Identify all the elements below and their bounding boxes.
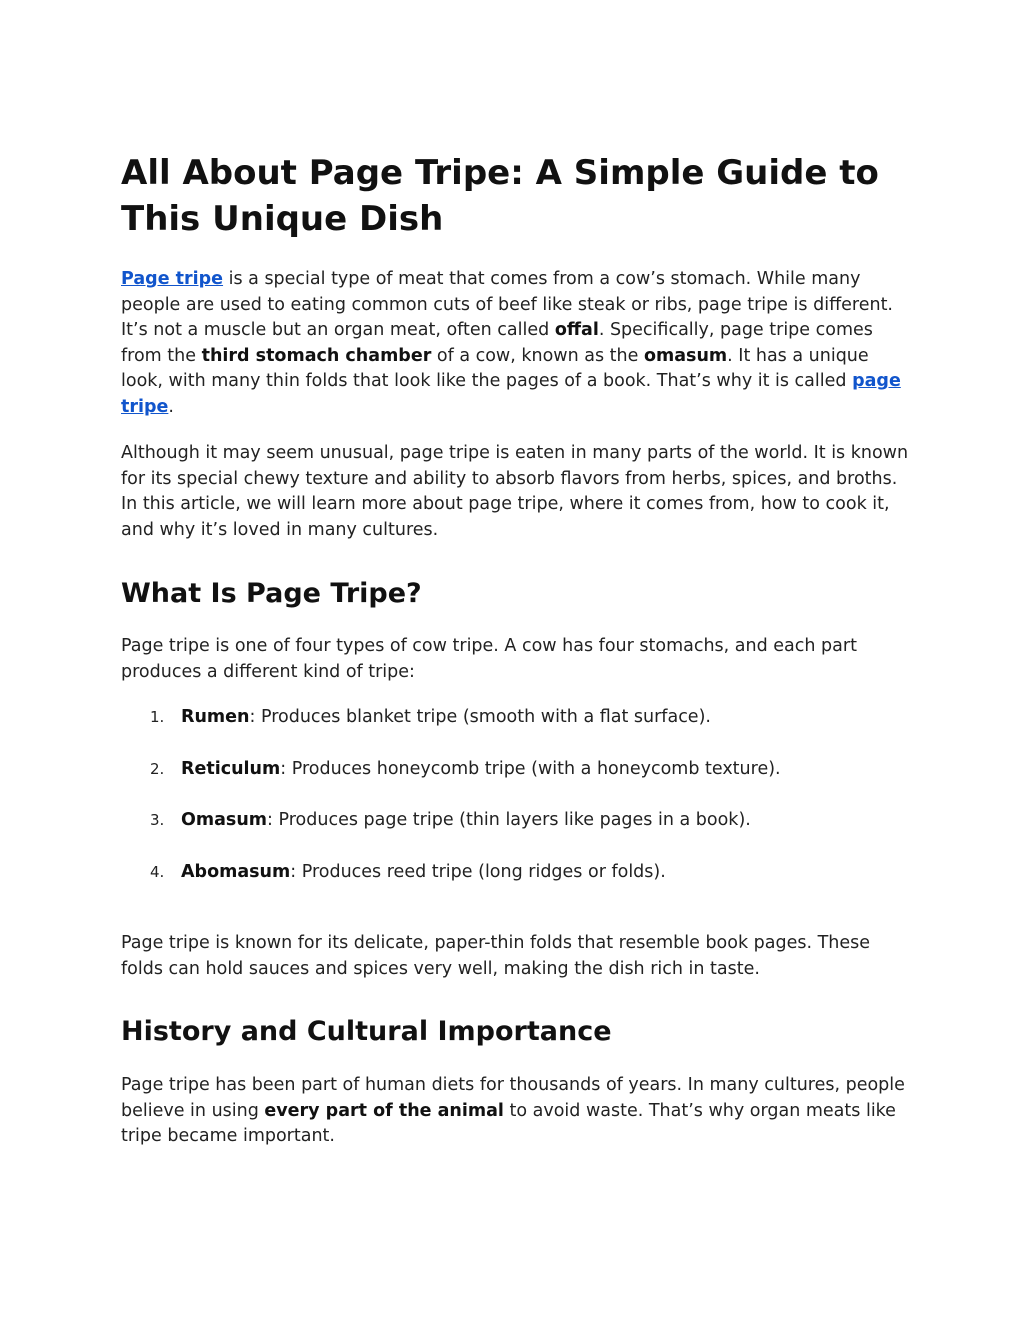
list-number: 2. bbox=[150, 760, 165, 778]
list-term: Omasum bbox=[181, 810, 268, 830]
intro-paragraph: Page tripe is a special type of meat that comes from a cow’s stomach. While many people are used to eating common cuts of beef like steak or ribs, page tripe is different. It’s not a muscle but an organ meat, often called offal. Specifically, page tripe comes from the third stomach chamber of a cow, known as the omasum. It has a unique look, with many thin folds that look like the pages of a book. That’s why it is called page tripe. bbox=[121, 269, 901, 417]
list-number: 1. bbox=[150, 708, 165, 726]
offal-bold: offal bbox=[554, 320, 599, 341]
every-part-bold: every part of the animal bbox=[264, 1100, 504, 1121]
list-number: 3. bbox=[150, 811, 165, 829]
section-heading-what-is: What Is Page Tripe? bbox=[121, 578, 422, 609]
section-heading-history: History and Cultural Importance bbox=[121, 1016, 612, 1047]
third-stomach-bold: third stomach chamber bbox=[201, 345, 432, 366]
list-desc: : Produces honeycomb tripe (with a honeycomb texture). bbox=[280, 759, 781, 779]
list-term: Reticulum bbox=[181, 759, 281, 779]
list-desc: : Produces blanket tripe (smooth with a flat surface). bbox=[249, 707, 711, 727]
page-tripe-link-2[interactable]: page tripe bbox=[121, 371, 901, 417]
list-desc: : Produces reed tripe (long ridges or folds). bbox=[290, 862, 666, 882]
list-term: Abomasum bbox=[181, 862, 291, 882]
list-number: 4. bbox=[150, 863, 165, 881]
list-desc: : Produces page tripe (thin layers like pages in a book). bbox=[267, 810, 751, 830]
list-term: Rumen bbox=[181, 707, 250, 727]
page-title: All About Page Tripe: A Simple Guide to This Unique Dish bbox=[121, 153, 879, 239]
folds-paragraph: Page tripe is known for its delicate, paper-thin folds that resemble book pages. These folds can hold sauces and spices very well, making the dish rich in taste. bbox=[121, 933, 871, 979]
second-paragraph: Although it may seem unusual, page tripe is eaten in many parts of the world. It is known for its special chewy texture and ability to absorb flavors from herbs, spices, and broths. In this article, we will learn more about page tripe, where it comes from, how to cook it, and why it’s loved in many cultures. bbox=[121, 443, 909, 540]
page-tripe-link[interactable]: Page tripe bbox=[121, 269, 224, 289]
history-paragraph: Page tripe has been part of human diets for thousands of years. In many cultures, people believe in using every part of the animal to avoid waste. That’s why organ meats like tripe became important. bbox=[121, 1075, 905, 1147]
omasum-bold: omasum bbox=[643, 345, 728, 366]
types-paragraph: Page tripe is one of four types of cow tripe. A cow has four stomachs, and each part produces a different kind of tripe: bbox=[121, 636, 857, 682]
